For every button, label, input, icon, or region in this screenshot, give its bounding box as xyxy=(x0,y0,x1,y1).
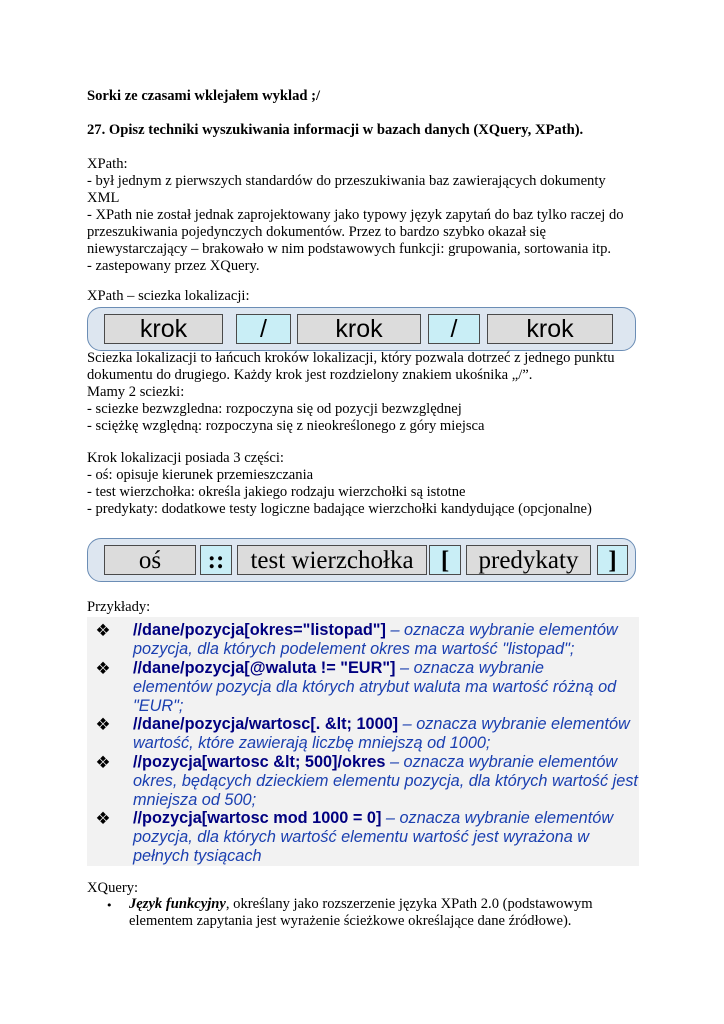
step-line: - oś: opisuje kierunek przemieszczania xyxy=(87,467,314,483)
location-path-diagram xyxy=(87,307,636,351)
xquery-term: Język funkcyjny xyxy=(129,896,226,912)
location-path-line: - sciężkę względną: rozpoczyna się z nieokreślonego z góry miejsca xyxy=(87,418,485,434)
step-line: Krok lokalizacji posiada 3 części: xyxy=(87,450,284,466)
diagram-predicate-box: predykaty xyxy=(466,545,591,575)
diagram-step-box: krok xyxy=(104,314,223,344)
xpath-label: XPath: xyxy=(87,156,128,172)
example-description: mniejsza od 500; xyxy=(133,791,257,809)
location-path-line: dokumentu do drugiego. Każdy krok jest rozdzielony znakiem ukośnika „/”. xyxy=(87,367,533,383)
diagram-axis-box: oś xyxy=(104,545,196,575)
diamond-bullet-icon: ❖ xyxy=(95,809,111,829)
bullet-icon: • xyxy=(106,899,113,912)
location-path-description xyxy=(87,350,615,435)
xpath-line: niewystarczający – brakowało w nim podstawowych funkcji: grupowania, sortowania itp. xyxy=(87,241,612,257)
diagram-step-box: krok xyxy=(297,314,421,344)
example-description: – oznacza wybranie xyxy=(395,659,544,677)
diagram-bracket-box: ] xyxy=(597,545,628,575)
example-description: "EUR"; xyxy=(133,697,184,715)
location-path-line: Mamy 2 sciezki: xyxy=(87,384,185,400)
example-description: pozycja, dla których wartość elementu wartość jest wyrażona w xyxy=(133,828,590,846)
example-code: //dane/pozycja[okres="listopad"] xyxy=(133,621,386,639)
example-description: wartość, które zawierają liczbę mniejszą od 1000; xyxy=(133,734,491,752)
xpath-line: - był jednym z pierwszych standardów do przeszukiwania baz zawierających dokumenty xyxy=(87,173,606,189)
location-path-line: - sciezke bezwzgledna: rozpoczyna się od pozycji bezwzględnej xyxy=(87,401,462,417)
diamond-bullet-icon: ❖ xyxy=(95,753,111,773)
xquery-label: XQuery: xyxy=(87,880,139,896)
example-description: – oznacza wybranie elementów xyxy=(381,809,614,827)
example-code: //pozycja[wartosc mod 1000 = 0] xyxy=(133,809,382,827)
diagram-separator-box: / xyxy=(428,314,480,344)
xquery-line: , określany jako rozszerzenie języka XPath 2.0 (podstawowym xyxy=(225,896,593,912)
step-description xyxy=(87,450,592,518)
location-path-line: Sciezka lokalizacji to łańcuch kroków lokalizacji, który pozwala dotrzeć z jednego punktu xyxy=(87,350,615,366)
examples-block xyxy=(87,617,639,866)
example-description: pełnych tysiącach xyxy=(133,847,262,865)
xpath-line: - zastepowany przez XQuery. xyxy=(87,258,260,274)
diamond-bullet-icon: ❖ xyxy=(95,621,111,641)
xquery-bullet xyxy=(129,896,593,930)
step-diagram xyxy=(87,538,636,582)
example-description: elementów pozycja dla których atrybut waluta ma wartość różną od xyxy=(133,678,617,696)
diagram-step-box: krok xyxy=(487,314,613,344)
diamond-bullet-icon: ❖ xyxy=(95,715,111,735)
example-description: okres, będących dzieckiem elementu pozycja, dla których wartość jest xyxy=(133,772,638,790)
xpath-line: XML xyxy=(87,190,120,206)
example-code: //dane/pozycja[@waluta != "EUR"] xyxy=(133,659,396,677)
example-code: //pozycja[wartosc &lt; 500]/okres xyxy=(133,753,386,771)
intro-note: Sorki ze czasami wklejałem wyklad ;/ xyxy=(87,88,321,104)
examples-heading: Przykłady: xyxy=(87,599,151,615)
diamond-bullet-icon: ❖ xyxy=(95,659,111,679)
diagram-separator-box: / xyxy=(236,314,291,344)
diagram-separator-box: :: xyxy=(200,545,232,575)
example-description: pozycja, dla których podelement okres ma wartość "listopad"; xyxy=(133,640,575,658)
diagram-bracket-box: [ xyxy=(429,545,461,575)
example-description: – oznacza wybranie elementów xyxy=(398,715,630,733)
example-code: //dane/pozycja/wartosc[. &lt; 1000] xyxy=(133,715,399,733)
step-line: - test wierzchołka: określa jakiego rodzaju wierzchołki są istotne xyxy=(87,484,466,500)
diagram-node-test-box: test wierzchołka xyxy=(237,545,427,575)
example-description: – oznacza wybranie elementów xyxy=(385,621,618,639)
xquery-line: elementem zapytania jest wyrażenie ścieżkowe określające dane źródłowe). xyxy=(129,913,572,929)
example-description: – oznacza wybranie elementów xyxy=(385,753,618,771)
step-line: - predykaty: dodatkowe testy logiczne badające wierzchołki kandydujące (opcjonalne) xyxy=(87,501,592,517)
question-heading: 27. Opisz techniki wyszukiwania informacji w bazach danych (XQuery, XPath). xyxy=(87,122,584,138)
xpath-line: - XPath nie został jednak zaprojektowany jako typowy język zapytań do baz tylko raczej do xyxy=(87,207,624,223)
xpath-section xyxy=(87,156,624,275)
xpath-line: przeszukiwania pojedynczych dokumentów. Przez to bardzo szybko okazał się xyxy=(87,224,546,240)
location-path-heading: XPath – sciezka lokalizacji: xyxy=(87,288,250,304)
